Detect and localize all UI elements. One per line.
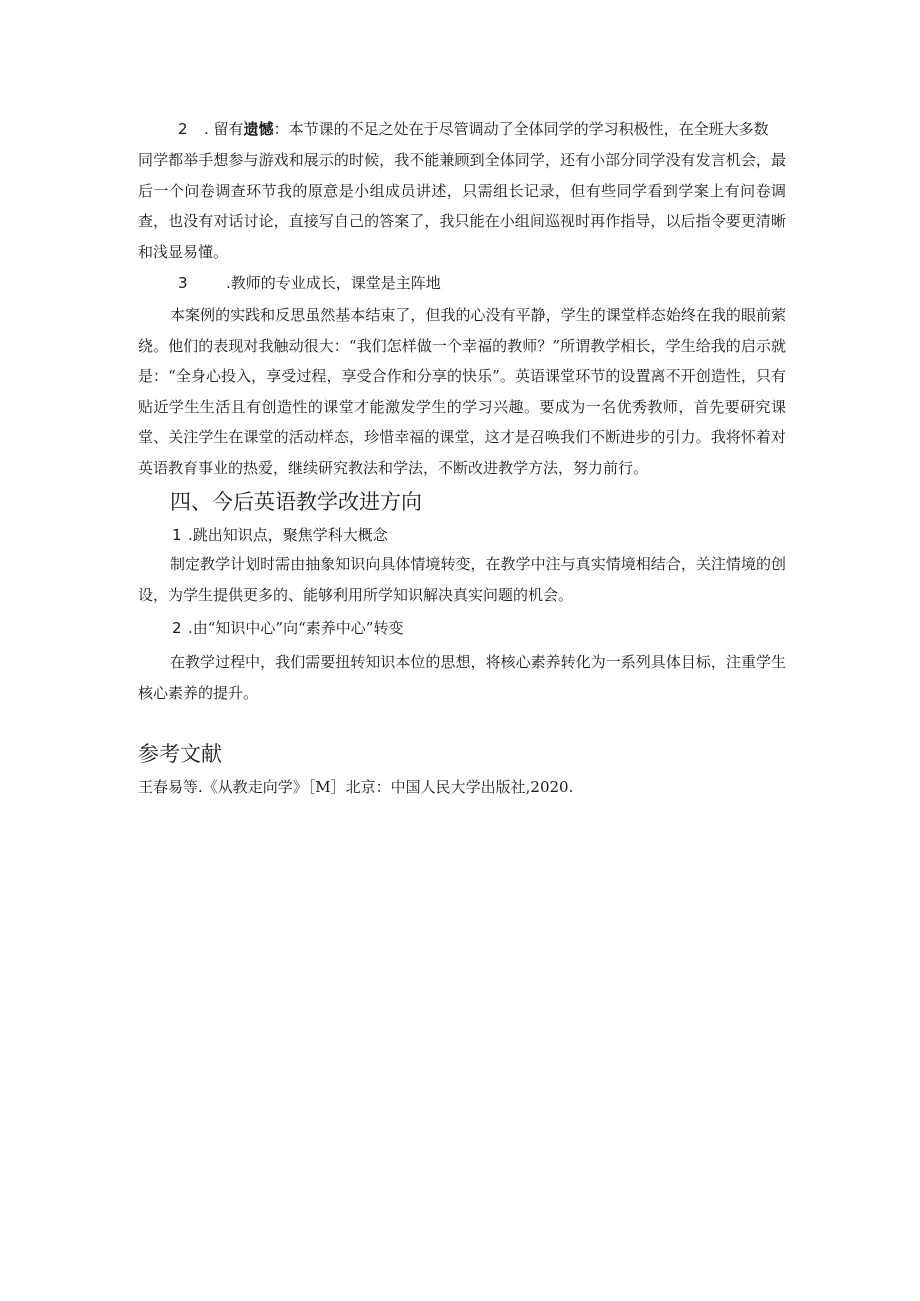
section-4-item-2-heading bbox=[172, 618, 403, 638]
item-heading: .跳出知识点，聚焦学科大概念 bbox=[188, 526, 388, 544]
item-body-first: ：本节课的不足之处在于尽管调动了全体同学的学习积极性，在全班大多数 bbox=[273, 120, 769, 138]
item-number: 1 bbox=[172, 526, 182, 544]
section-4-title: 四、今后英语教学改进方向 bbox=[170, 490, 422, 514]
item-number: 2 bbox=[172, 619, 182, 637]
reference-item: 王春易等.《从教走向学》［M］北京：中国人民大学出版社,2020. bbox=[138, 778, 574, 796]
item-number: 3 bbox=[178, 274, 188, 292]
section-4-item-1-heading bbox=[172, 525, 388, 545]
section-4-item-1-body: 制定教学计划时需由抽象知识向具体情境转变，在教学中注与真实情境相结合，关注情境的创设，为学生提供更多的、能够利用所学知识解决真实问题的机会。 bbox=[138, 555, 786, 604]
item-keyword: 遗憾 bbox=[243, 120, 274, 138]
item-3-heading-line bbox=[178, 273, 441, 293]
item-number: 2 bbox=[178, 120, 188, 138]
item-2-body: 同学都举手想参与游戏和展示的时候，我不能兼顾到全体同学，还有小部分同学没有发言机会，最后一个问卷调查环节我的原意是小组成员讲述，只需组长记录，但有些同学看到学案上有问卷调查，也没有对话讨论，直接写自己的答案了，我只能在小组间巡视时再作指导，以后指令要更清晰和浅显易懂。 bbox=[138, 151, 786, 261]
references-title: 参考文献 bbox=[138, 742, 222, 766]
section-4-item-2-body: 在教学过程中，我们需要扭转知识本位的思想，将核心素养转化为一系列具体目标，注重学生核心素养的提升。 bbox=[138, 653, 786, 702]
item-heading: .教师的专业成长，课堂是主阵地 bbox=[226, 274, 441, 292]
item-2-heading-line bbox=[178, 119, 769, 139]
item-3-body: 本案例的实践和反思虽然基本结束了，但我的心没有平静，学生的课堂样态始终在我的眼前萦绕。他们的表现对我触动很大：“我们怎样做一个幸福的教师？”所谓教学相长，学生给我的启示就是：“全身心投入，享受过程，享受合作和分享的快乐”。英语课堂环节的设置离不开创造性，只有贴近学生生活且有创造性的课堂才能激发学生的学习兴趣。要成为一名优秀教师，首先要研究课堂、关注学生在课堂的活动样态，珍惜幸福的课堂，这才是召唤我们不断进步的引力。我将怀着对英语教育事业的热爱，继续研究教法和学法，不断改进教学方法，努力前行。 bbox=[138, 306, 786, 477]
item-prefix: . 留有 bbox=[204, 120, 244, 138]
item-heading: .由“知识中心”向“素养中心”转变 bbox=[188, 619, 404, 637]
